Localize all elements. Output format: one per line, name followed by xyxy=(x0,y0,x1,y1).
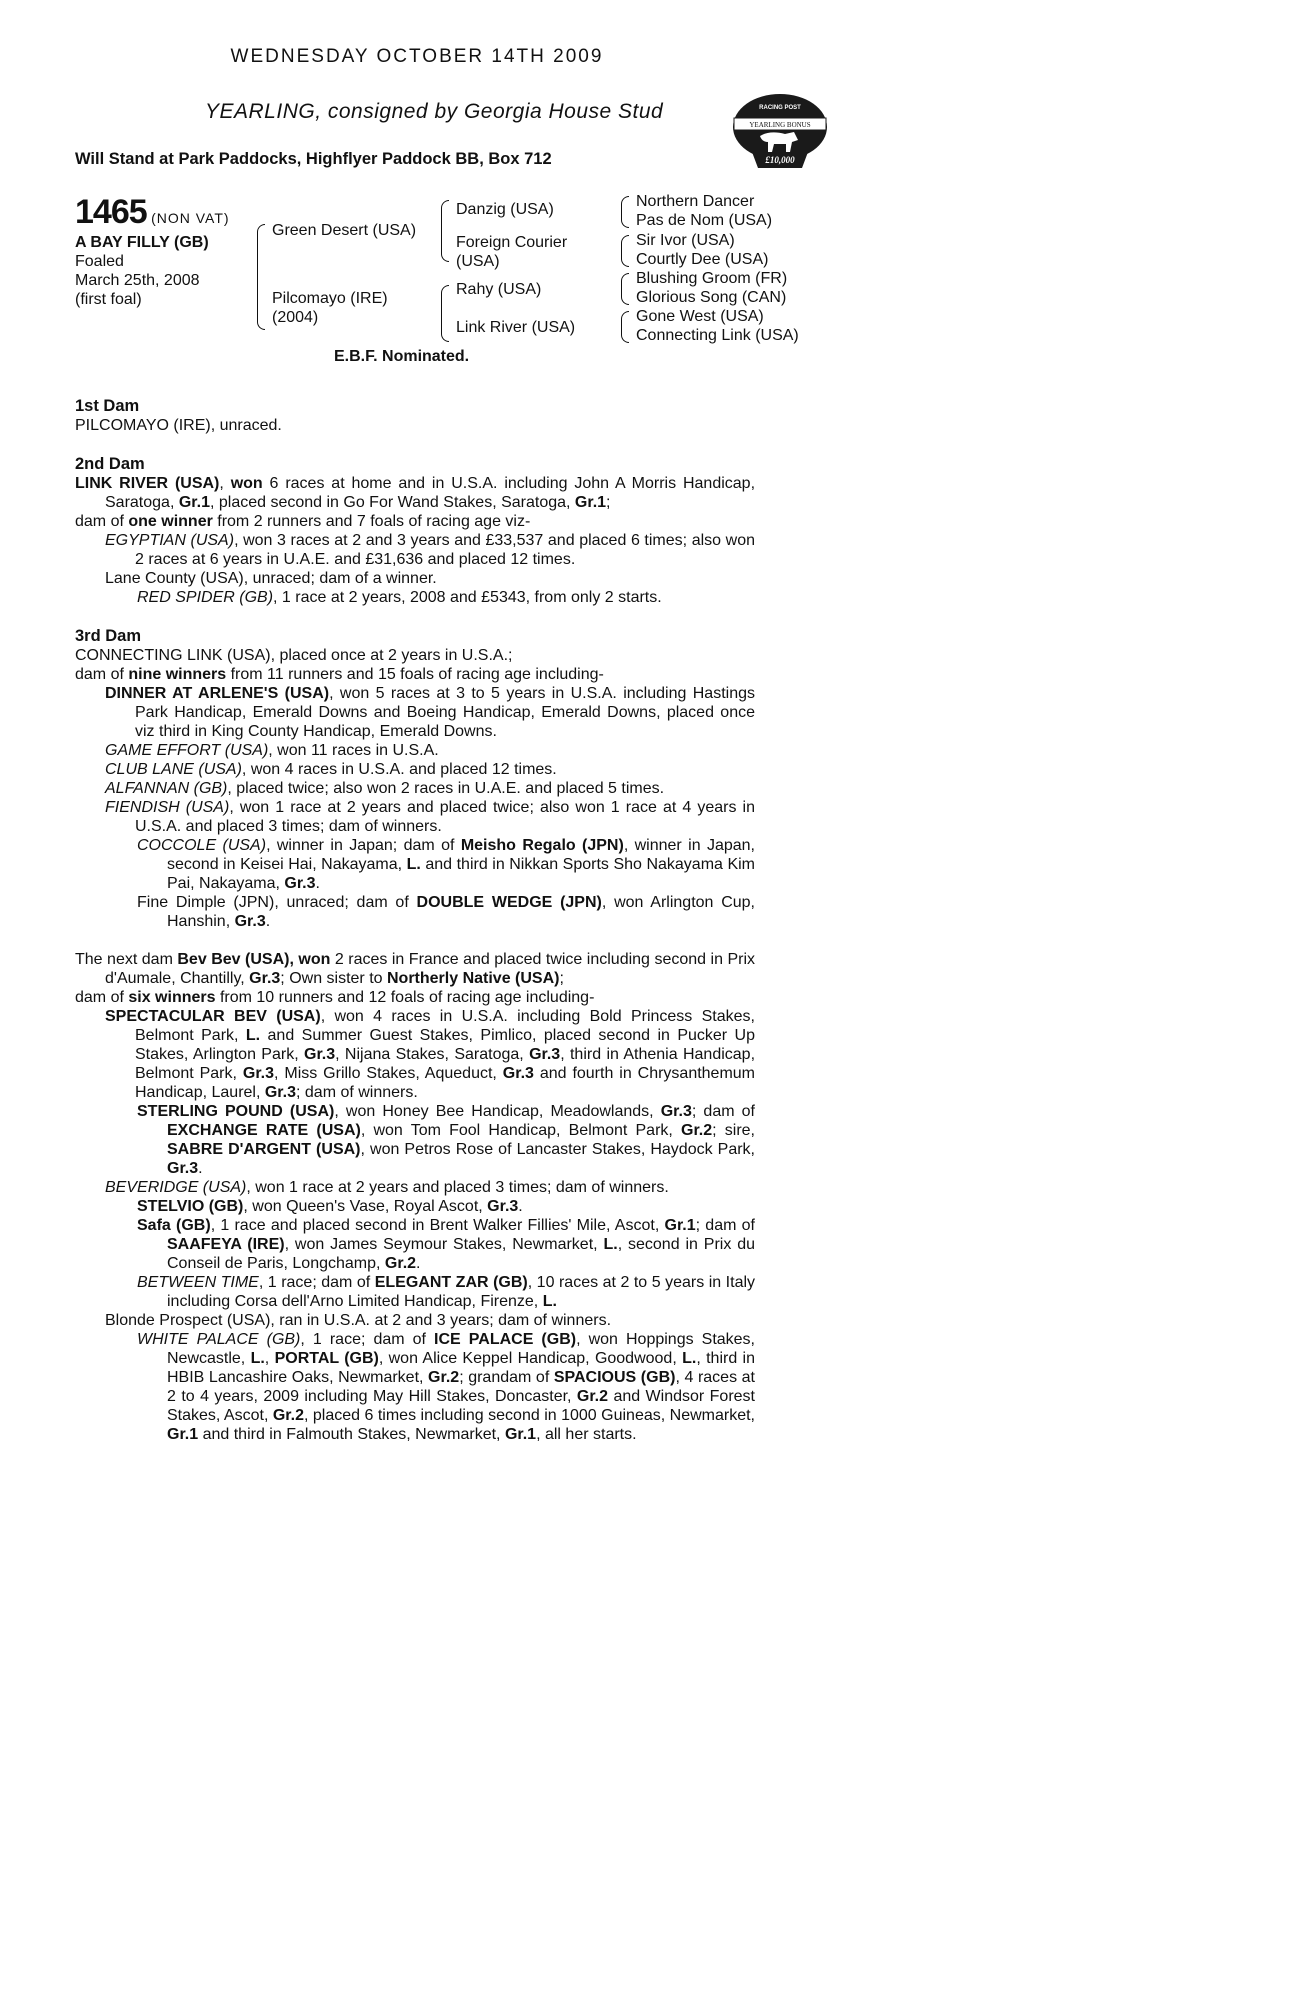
pedigree-dam-year: (2004) xyxy=(272,309,319,326)
foaled-label: Foaled xyxy=(75,253,124,270)
progeny-safa: Safa (GB), 1 race and placed second in Brent Walker Fillies' Mile, Ascot, Gr.1; dam of SAAFEYA (IRE), won James Seymour Stakes, Newmarket, L., second in Prix du Conseil de Paris, Longchamp, Gr.2. xyxy=(137,1217,756,1272)
progeny-egyptian: EGYPTIAN (USA), won 3 races at 2 and 3 years and £33,537 and placed 6 times; also won 2 races at 6 years in U.A.E. and £31,636 and placed 12 times. xyxy=(105,532,755,568)
pedigree-brace-ss xyxy=(621,196,629,228)
sale-date: WEDNESDAY OCTOBER 14TH 2009 xyxy=(230,46,604,67)
horse-name-bold: LINK RIVER (USA) xyxy=(75,475,220,492)
pedigree-brace-sd xyxy=(621,235,629,267)
pedigree-sss: Northern Dancer xyxy=(636,193,755,210)
pedigree-brace-dam xyxy=(441,285,449,342)
progeny-coccole: COCCOLE (USA), winner in Japan; dam of Meisho Regalo (JPN), winner in Japan, second in Keisei Hai, Nakayama, L. and third in Nikkan Sports Sho Nakayama Kim Pai, Nakayama, Gr.3. xyxy=(137,837,755,892)
progeny-sterling-pound: STERLING POUND (USA), won Honey Bee Handicap, Meadowlands, Gr.3; dam of EXCHANGE RATE (USA), won Tom Fool Handicap, Belmont Park, Gr.2; sire, SABRE D'ARGENT (USA), won Petros Rose of Lancaster Stakes, Haydock Park, Gr.3. xyxy=(137,1103,756,1177)
second-dam-heading: 2nd Dam xyxy=(75,455,145,473)
progeny-fiendish: FIENDISH (USA), won 1 race at 2 years and placed twice; also won 1 race at 4 years in U.S.A. and placed 3 times; dam of winners. xyxy=(105,799,756,835)
progeny-lane-county: Lane County (USA), unraced; dam of a winner. xyxy=(105,570,437,587)
third-dam-produce-summary: dam of nine winners from 11 runners and 15 foals of racing age including- xyxy=(75,666,604,683)
stand-location: Will Stand at Park Paddocks, Highflyer Paddock BB, Box 712 xyxy=(75,150,552,168)
progeny-between-time: BETWEEN TIME, 1 race; dam of ELEGANT ZAR (GB), 10 races at 2 to 5 years in Italy including Corsa dell'Arno Limited Handicap, Firenze, L. xyxy=(137,1274,756,1310)
progeny-fine-dimple: Fine Dimple (JPN), unraced; dam of DOUBLE WEDGE (JPN), won Arlington Cup, Hanshin, Gr.3. xyxy=(137,894,756,930)
pedigree-brace-sire xyxy=(441,200,449,262)
third-dam-record: CONNECTING LINK (USA), placed once at 2 years in U.S.A.; xyxy=(75,647,513,664)
pedigree-brace-dd xyxy=(621,311,629,343)
pedigree-dam-name: Pilcomayo (IRE) xyxy=(272,290,388,307)
pedigree-brace-ds xyxy=(621,273,629,305)
progeny-dinner-at-arlenes: DINNER AT ARLENE'S (USA), won 5 races at 3 to 5 years in U.S.A. including Hastings Park Handicap, Emerald Downs and Boeing Handicap, Emerald Downs, placed once viz third in King County Handicap, Emerald Downs. xyxy=(105,685,755,740)
first-dam-heading: 1st Dam xyxy=(75,397,140,415)
badge-mid-text: YEARLING BONUS xyxy=(749,121,811,129)
won-bold: won xyxy=(230,475,263,492)
progeny-beveridge: BEVERIDGE (USA), won 1 race at 2 years and placed 3 times; dam of winners. xyxy=(105,1179,669,1196)
ebf-nominated: E.B.F. Nominated. xyxy=(334,348,470,365)
badge-amount-text: £10,000 xyxy=(765,155,795,165)
horse-name: A BAY FILLY (GB) xyxy=(75,234,209,251)
pedigree-dam xyxy=(272,289,388,327)
progeny-white-palace: WHITE PALACE (GB), 1 race; dam of ICE PALACE (GB), won Hoppings Stakes, Newcastle, L., PORTAL (GB), won Alice Keppel Handicap, Goodwood, L., third in HBIB Lancashire Oaks, Newmarket, Gr.2; grandam of SPACIOUS (GB), 4 races at 2 to 4 years, 2009 including May Hill Stakes, Doncaster, Gr.2 and Windsor Forest Stakes, Ascot, Gr.2, placed 6 times including second in 1000 Guineas, Newmarket, Gr.1 and third in Falmouth Stakes, Newmarket, Gr.1, all her starts. xyxy=(137,1331,756,1443)
family-notes xyxy=(75,385,755,1444)
pedigree-sds: Sir Ivor (USA) xyxy=(636,232,735,249)
pedigree-sire-dam-country: (USA) xyxy=(456,253,500,270)
pedigree-brace-main xyxy=(257,224,265,330)
pedigree-sire: Green Desert (USA) xyxy=(272,222,417,239)
pedigree-sire-dam-name: Foreign Courier xyxy=(456,234,568,251)
pedigree-sire-sire: Danzig (USA) xyxy=(456,201,554,218)
second-dam-produce-summary: dam of one winner from 2 runners and 7 foals of racing age viz- xyxy=(75,513,531,530)
lot-info xyxy=(75,193,265,309)
pedigree-dam-dam: Link River (USA) xyxy=(456,319,576,336)
foaled-date: March 25th, 2008 xyxy=(75,272,200,289)
third-dam-heading: 3rd Dam xyxy=(75,627,142,645)
progeny-blonde-prospect: Blonde Prospect (USA), ran in U.S.A. at 2 and 3 years; dam of winners. xyxy=(105,1312,612,1329)
pedigree-ssd: Pas de Nom (USA) xyxy=(636,212,773,229)
pedigree-dam-sire: Rahy (USA) xyxy=(456,281,542,298)
pedigree-dss: Blushing Groom (FR) xyxy=(636,270,788,287)
pedigree-dsd: Glorious Song (CAN) xyxy=(636,289,787,306)
yearling-bonus-logo xyxy=(730,90,830,170)
pedigree-sdd: Courtly Dee (USA) xyxy=(636,251,769,268)
second-dam-record: LINK RIVER (USA), won 6 races at home and in U.S.A. including John A Morris Handicap, Saratoga, Gr.1, placed second in Go For Wand Stakes, Saratoga, Gr.1; xyxy=(75,475,756,511)
vat-status: (NON VAT) xyxy=(151,210,230,226)
consignor-line: YEARLING, consigned by Georgia House Stud xyxy=(205,100,664,123)
next-dam-record: The next dam Bev Bev (USA), won 2 races in France and placed twice including second in Prix d'Aumale, Chantilly, Gr.3; Own sister to Northerly Native (USA); xyxy=(75,951,755,987)
first-foal: (first foal) xyxy=(75,291,142,308)
pedigree-ddd: Connecting Link (USA) xyxy=(636,327,799,344)
progeny-club-lane: CLUB LANE (USA), won 4 races in U.S.A. and placed 12 times. xyxy=(105,761,557,778)
pedigree-sire-dam xyxy=(456,233,567,271)
progeny-alfannan: ALFANNAN (GB), placed twice; also won 2 races in U.A.E. and placed 5 times. xyxy=(105,780,665,797)
lot-number: 1465 xyxy=(75,193,147,231)
badge-top-text: RACING POST xyxy=(759,105,801,111)
next-dam-produce-summary: dam of six winners from 10 runners and 12 foals of racing age including- xyxy=(75,989,595,1006)
pedigree-dds: Gone West (USA) xyxy=(636,308,764,325)
progeny-spectacular-bev: SPECTACULAR BEV (USA), won 4 races in U.S.A. including Bold Princess Stakes, Belmont Park, L. and Summer Guest Stakes, Pimlico, placed second in Pucker Up Stakes, Arlington Park, Gr.3, Nijana Stakes, Saratoga, Gr.3, third in Athenia Handicap, Belmont Park, Gr.3, Miss Grillo Stakes, Aqueduct, Gr.3 and fourth in Chrysanthemum Handicap, Laurel, Gr.3; dam of winners. xyxy=(105,1008,756,1101)
first-dam-text: PILCOMAYO (IRE), unraced. xyxy=(75,417,282,434)
progeny-red-spider: RED SPIDER (GB), 1 race at 2 years, 2008 and £5343, from only 2 starts. xyxy=(137,589,662,606)
progeny-game-effort: GAME EFFORT (USA), won 11 races in U.S.A. xyxy=(105,742,439,759)
progeny-stelvio: STELVIO (GB), won Queen's Vase, Royal Ascot, Gr.3. xyxy=(137,1198,523,1215)
